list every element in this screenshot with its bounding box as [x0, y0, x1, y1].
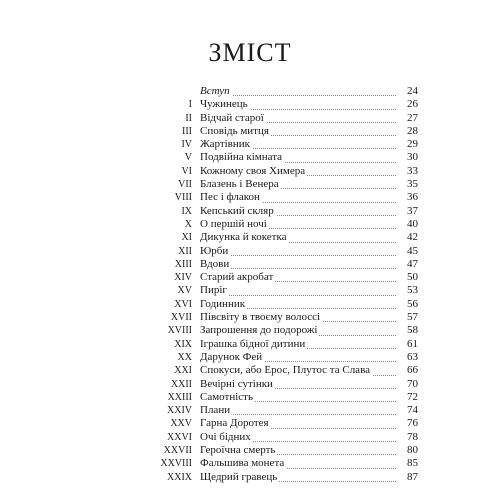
page-number: 63 [407, 350, 418, 363]
chapter-title: Гарна Доротея [200, 417, 269, 430]
chapter-title: Вступ [200, 85, 230, 97]
chapter-title: Запрошення до подорожі [200, 324, 318, 337]
chapter-title: Самотність [200, 390, 253, 403]
chapter-title: Пиріг [200, 284, 227, 297]
chapter-title: Фальшива монета [200, 457, 285, 470]
chapter-number: XXIV [167, 405, 192, 417]
chapter-title: Пес і флакон [200, 191, 260, 204]
toc-entry [168, 404, 418, 417]
toc-entry [168, 338, 418, 351]
chapter-number: IV [181, 139, 192, 151]
chapter-number: VIII [174, 192, 192, 204]
chapter-number: XVIII [167, 325, 192, 337]
page-number: 36 [407, 191, 418, 204]
chapter-number: XXI [174, 365, 192, 377]
chapter-number: X [184, 218, 192, 230]
chapter-number: XI [181, 232, 192, 244]
toc-entry [168, 85, 418, 98]
page-number: 58 [407, 324, 418, 337]
page-number: 57 [407, 311, 418, 324]
chapter-number: XXII [170, 378, 192, 390]
chapter-title: Відчай старої [200, 111, 264, 124]
table-of-contents [160, 85, 418, 484]
chapter-title: Жартівник [200, 138, 250, 151]
chapter-title: Кожному своя Химера [200, 164, 306, 177]
page-number: 37 [407, 204, 418, 217]
page-number: 80 [407, 444, 418, 457]
toc-entry [168, 311, 418, 324]
chapter-number: VII [178, 179, 192, 191]
toc-entry [168, 298, 418, 311]
toc-entry [168, 112, 418, 125]
page-number: 87 [407, 470, 418, 483]
chapter-title: Щедрий гравець [200, 470, 278, 483]
chapter-title: Півсвіту в твоєму волоссі [200, 311, 321, 324]
chapter-number: V [184, 152, 192, 164]
toc-entry [168, 231, 418, 244]
page-number: 45 [407, 244, 418, 257]
page-number: 27 [407, 111, 418, 124]
chapter-number: XXIX [167, 471, 192, 483]
toc-entry [168, 138, 418, 151]
chapter-number: XV [177, 285, 192, 297]
chapter-number: VI [181, 165, 192, 177]
toc-entry [168, 178, 418, 191]
page-number: 74 [407, 404, 418, 417]
toc-entry [163, 444, 418, 457]
toc-entry [168, 391, 418, 404]
page-number: 35 [407, 178, 418, 191]
toc-entry [168, 271, 418, 284]
page-number: 56 [407, 297, 418, 310]
toc-entry [168, 165, 418, 178]
toc-entry [168, 125, 418, 138]
chapter-number: III [182, 125, 192, 137]
page-number: 78 [407, 430, 418, 443]
chapter-number: XXIII [167, 391, 192, 403]
page-number: 40 [407, 217, 418, 230]
leader-dots [200, 295, 396, 296]
page-title: ЗМІСТ [208, 38, 292, 67]
chapter-title: Чужинець [200, 98, 248, 111]
toc-entry [168, 191, 418, 204]
chapter-number: I [188, 99, 192, 111]
toc-entry [168, 378, 418, 391]
page-number: 24 [407, 85, 418, 97]
toc-entry [168, 284, 418, 297]
page-number: 85 [407, 457, 418, 470]
toc-entry [168, 98, 418, 111]
toc-entry [168, 258, 418, 271]
chapter-title: Вдови [200, 257, 230, 270]
chapter-title: Кепський скляр [200, 204, 274, 217]
chapter-title: Іграшка бідної дитини [200, 337, 306, 350]
page-number: 72 [407, 390, 418, 403]
page-number: 66 [407, 364, 418, 377]
toc-entry [168, 351, 418, 364]
page-number: 70 [407, 377, 418, 390]
page-number: 53 [407, 284, 418, 297]
chapter-title: Годинник [200, 297, 246, 310]
chapter-number: XIX [174, 338, 192, 350]
toc-entry [168, 417, 418, 430]
page-number: 28 [407, 124, 418, 137]
chapter-title: Юрби [200, 244, 229, 257]
chapter-number: XXV [170, 418, 192, 430]
chapter-title: Спокуси, або Ерос, Плутос та Слава [200, 364, 371, 377]
toc-entry [168, 324, 418, 337]
chapter-number: XIII [174, 258, 192, 270]
toc-entry [168, 218, 418, 231]
chapter-title: Дарунок Фей [200, 350, 263, 363]
chapter-number: XVII [170, 312, 192, 324]
chapter-title: О першій ночі [200, 217, 267, 230]
toc-entry [168, 471, 418, 484]
chapter-title: Дикунка й кокетка [200, 231, 287, 244]
toc-entry [168, 205, 418, 218]
page-number: 33 [407, 164, 418, 177]
toc-entry [168, 431, 418, 444]
chapter-title: Сповідь митця [200, 124, 269, 137]
page-number: 29 [407, 138, 418, 151]
chapter-number: XXVI [167, 431, 192, 443]
toc-entry [168, 151, 418, 164]
toc-entry [160, 457, 418, 470]
toc-entry [168, 364, 418, 377]
page-number: 47 [407, 257, 418, 270]
chapter-number: XXVIII [160, 458, 192, 470]
page-number: 50 [407, 271, 418, 284]
chapter-number: XVI [174, 298, 192, 310]
chapter-title: Вечірні сутінки [200, 377, 273, 390]
chapter-title: Старий акробат [200, 271, 274, 284]
page-number: 30 [407, 151, 418, 164]
page-number: 76 [407, 417, 418, 430]
page-number: 42 [407, 231, 418, 244]
chapter-number: IX [181, 205, 192, 217]
chapter-number: XXVII [163, 445, 192, 457]
page-number: 61 [407, 337, 418, 350]
chapter-title: Подвійна кімната [200, 151, 283, 164]
chapter-number: XX [177, 351, 192, 363]
chapter-title: Очі бідних [200, 430, 251, 443]
chapter-number: II [185, 112, 192, 124]
chapter-title: Блазень і Венера [200, 178, 279, 191]
chapter-number: XIV [174, 272, 192, 284]
toc-entry [168, 245, 418, 258]
page-number: 26 [407, 98, 418, 111]
chapter-title: Героїчна смерть [200, 444, 276, 457]
chapter-number: XII [178, 245, 192, 257]
chapter-title: Плани [200, 404, 231, 417]
